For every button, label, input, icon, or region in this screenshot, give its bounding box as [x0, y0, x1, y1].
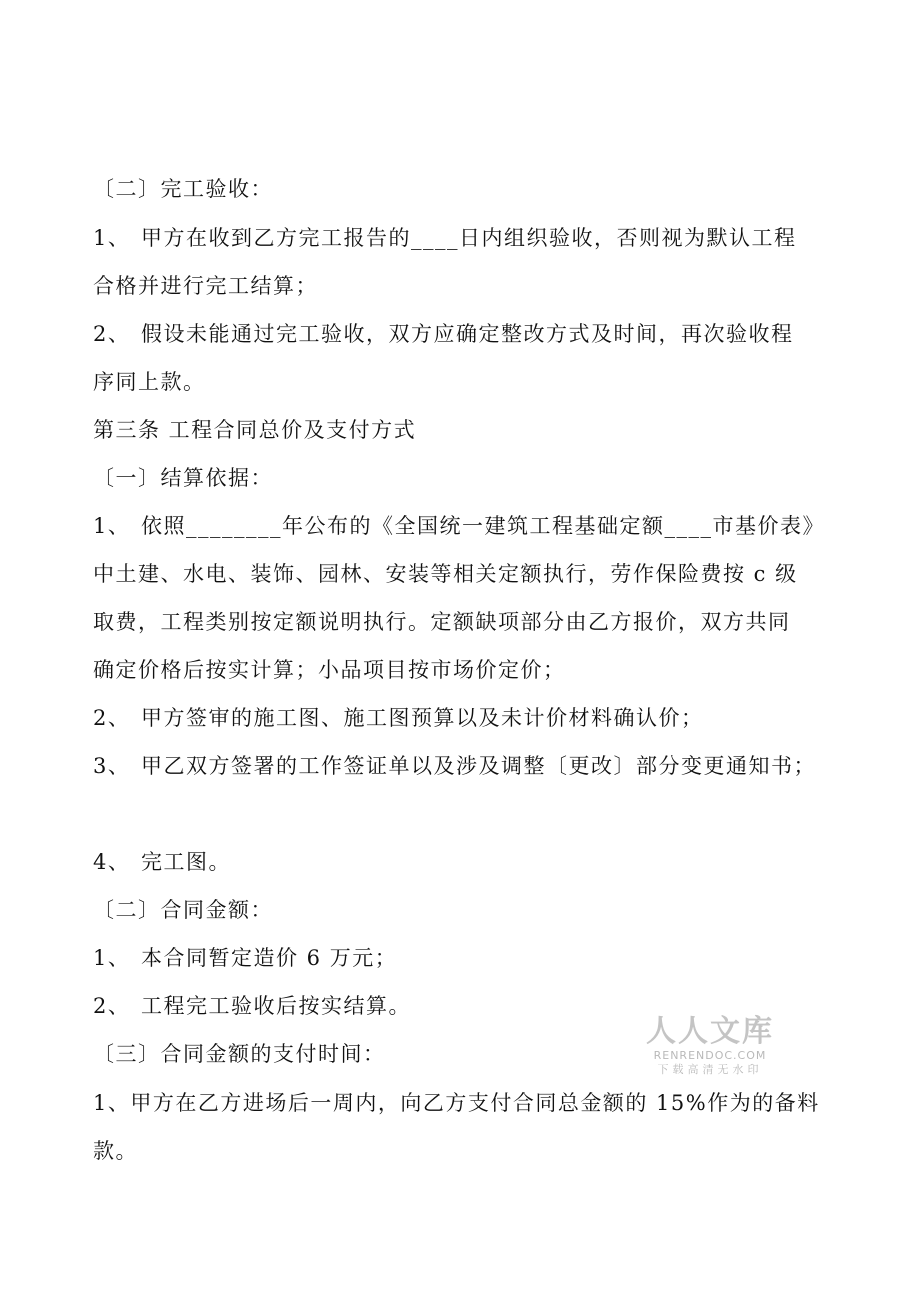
line-text: 1、甲方在乙方进场后一周内，向乙方支付合同总金额的 15%作为的备料: [93, 1091, 820, 1115]
line-text: 序同上款。: [93, 370, 206, 394]
clause-item: [93, 224, 833, 252]
line-text: 〔二〕合同金额：: [93, 898, 273, 922]
clause-item: [93, 320, 833, 348]
line-text: 完工图。: [141, 850, 231, 874]
clause-number: 1、: [93, 514, 131, 538]
line-text: 工程完工验收后按实结算。: [141, 994, 411, 1018]
section-heading-settlement-basis: [93, 464, 833, 492]
line-text: 取费，工程类别按定额说明执行。定额缺项部分由乙方报价，双方共同: [93, 610, 791, 634]
line-text: 〔二〕完工验收：: [93, 177, 273, 201]
line-text: 假设未能通过完工验收，双方应确定整改方式及时间，再次验收程: [141, 322, 794, 346]
line-text: 中土建、水电、装饰、园林、安装等相关定额执行，劳作保险费按 c 级: [93, 562, 798, 586]
clause-item: [93, 752, 833, 780]
clause-number: 2、: [93, 322, 131, 346]
line-text: 甲方在收到乙方完工报告的____日内组织验收，否则视为默认工程: [141, 226, 797, 250]
section-heading-completion-acceptance: [93, 175, 833, 203]
line-text: 确定价格后按实计算；小品项目按市场价定价；: [93, 658, 566, 682]
line-text: 〔三〕合同金额的支付时间：: [93, 1042, 386, 1066]
line-text: 甲乙双方签署的工作签证单以及涉及调整〔更改〕部分变更通知书；: [141, 754, 816, 778]
clause-number: 1、: [93, 946, 131, 970]
clause-continuation: [93, 560, 833, 588]
line-text: 〔一〕结算依据：: [93, 466, 273, 490]
line-text: 本合同暂定造价 6 万元；: [141, 946, 398, 970]
clause-number: 2、: [93, 994, 131, 1018]
watermark-url: RENRENDOC.COM: [653, 1049, 767, 1062]
clause-item: [93, 944, 833, 972]
watermark-brand: 人人文库: [646, 1014, 774, 1049]
clause-number: 2、: [93, 706, 131, 730]
line-text: 依照________年公布的《全国统一建筑工程基础定额____市基价表》: [141, 514, 825, 538]
watermark-tagline: 下载高清无水印: [657, 1063, 763, 1076]
line-text: 款。: [93, 1139, 138, 1163]
clause-continuation: [93, 656, 833, 684]
section-heading-contract-amount: [93, 896, 833, 924]
clause-item: [93, 848, 833, 876]
clause-continuation: [93, 608, 833, 636]
watermark: [645, 1015, 775, 1077]
clause-continuation: [93, 1137, 833, 1165]
clause-number: 1、: [93, 226, 131, 250]
line-text: 第三条 工程合同总价及支付方式: [93, 418, 417, 442]
clause-item: [93, 512, 833, 540]
line-text: 甲方签审的施工图、施工图预算以及未计价材料确认价；: [141, 706, 704, 730]
clause-item: [93, 704, 833, 732]
clause-continuation: [93, 368, 833, 396]
article-heading: [93, 416, 833, 444]
clause-number: 3、: [93, 754, 131, 778]
line-text: 合格并进行完工结算；: [93, 274, 318, 298]
clause-item: [93, 1089, 833, 1117]
clause-continuation: [93, 272, 833, 300]
clause-number: 4、: [93, 850, 131, 874]
